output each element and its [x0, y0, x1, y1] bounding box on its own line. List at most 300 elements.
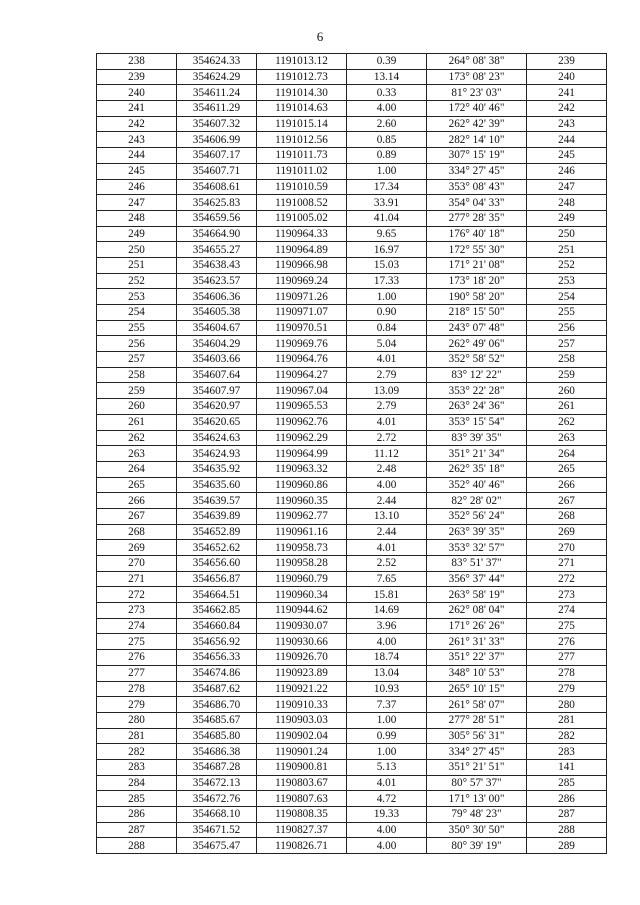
bearing-cell: 262° 42' 39": [427, 116, 527, 132]
point-to-cell: 240: [527, 69, 607, 85]
point-from-cell: 267: [97, 508, 177, 524]
distance-cell: 4.72: [347, 791, 427, 807]
table-row: [97, 336, 607, 352]
table-row: [97, 493, 607, 509]
distance-cell: 10.93: [347, 681, 427, 697]
point-from-cell: 259: [97, 383, 177, 399]
x-coordinate-cell: 354620.97: [177, 399, 257, 415]
distance-cell: 3.96: [347, 618, 427, 634]
point-to-cell: 262: [527, 414, 607, 430]
x-coordinate-cell: 354660.84: [177, 618, 257, 634]
y-coordinate-cell: 1190964.99: [257, 446, 347, 462]
point-to-cell: 270: [527, 540, 607, 556]
table-row: [97, 116, 607, 132]
table-row: [97, 352, 607, 368]
point-from-cell: 266: [97, 493, 177, 509]
point-from-cell: 276: [97, 650, 177, 666]
x-coordinate-cell: 354672.76: [177, 791, 257, 807]
y-coordinate-cell: 1190964.76: [257, 352, 347, 368]
distance-cell: 4.00: [347, 477, 427, 493]
point-to-cell: 241: [527, 85, 607, 101]
x-coordinate-cell: 354656.87: [177, 571, 257, 587]
distance-cell: 13.14: [347, 69, 427, 85]
point-from-cell: 254: [97, 305, 177, 321]
bearing-cell: 263° 24' 36": [427, 399, 527, 415]
y-coordinate-cell: 1190961.16: [257, 524, 347, 540]
point-to-cell: 252: [527, 257, 607, 273]
distance-cell: 4.01: [347, 540, 427, 556]
table-row: [97, 775, 607, 791]
x-coordinate-cell: 354638.43: [177, 257, 257, 273]
table-row: [97, 744, 607, 760]
table-row: [97, 446, 607, 462]
point-to-cell: 248: [527, 195, 607, 211]
bearing-cell: 353° 08' 43": [427, 179, 527, 195]
point-to-cell: 282: [527, 728, 607, 744]
distance-cell: 0.85: [347, 132, 427, 148]
y-coordinate-cell: 1191014.63: [257, 101, 347, 117]
bearing-cell: 261° 58' 07": [427, 697, 527, 713]
point-to-cell: 263: [527, 430, 607, 446]
table-row: [97, 69, 607, 85]
bearing-cell: 261° 31' 33": [427, 634, 527, 650]
y-coordinate-cell: 1191015.14: [257, 116, 347, 132]
y-coordinate-cell: 1190962.77: [257, 508, 347, 524]
point-to-cell: 288: [527, 822, 607, 838]
x-coordinate-cell: 354686.70: [177, 697, 257, 713]
point-to-cell: 285: [527, 775, 607, 791]
point-to-cell: 245: [527, 148, 607, 164]
point-to-cell: 253: [527, 273, 607, 289]
table-row: [97, 838, 607, 854]
distance-cell: 0.99: [347, 728, 427, 744]
point-from-cell: 286: [97, 807, 177, 823]
point-from-cell: 275: [97, 634, 177, 650]
point-to-cell: 273: [527, 587, 607, 603]
point-to-cell: 275: [527, 618, 607, 634]
point-from-cell: 262: [97, 430, 177, 446]
distance-cell: 15.81: [347, 587, 427, 603]
distance-cell: 2.44: [347, 524, 427, 540]
x-coordinate-cell: 354656.60: [177, 556, 257, 572]
table-row: [97, 430, 607, 446]
distance-cell: 15.03: [347, 257, 427, 273]
point-from-cell: 238: [97, 54, 177, 70]
bearing-cell: 172° 40' 46": [427, 101, 527, 117]
table-row: [97, 226, 607, 242]
table-row: [97, 540, 607, 556]
distance-cell: 2.79: [347, 367, 427, 383]
point-to-cell: 269: [527, 524, 607, 540]
distance-cell: 19.33: [347, 807, 427, 823]
distance-cell: 13.10: [347, 508, 427, 524]
x-coordinate-cell: 354611.29: [177, 101, 257, 117]
x-coordinate-cell: 354656.92: [177, 634, 257, 650]
table-row: [97, 508, 607, 524]
bearing-cell: 262° 49' 06": [427, 336, 527, 352]
distance-cell: 7.37: [347, 697, 427, 713]
bearing-cell: 277° 28' 51": [427, 712, 527, 728]
distance-cell: 4.01: [347, 775, 427, 791]
y-coordinate-cell: 1190962.76: [257, 414, 347, 430]
point-from-cell: 249: [97, 226, 177, 242]
y-coordinate-cell: 1191010.59: [257, 179, 347, 195]
point-from-cell: 243: [97, 132, 177, 148]
bearing-cell: 173° 08' 23": [427, 69, 527, 85]
y-coordinate-cell: 1190808.35: [257, 807, 347, 823]
point-to-cell: 274: [527, 603, 607, 619]
y-coordinate-cell: 1190964.33: [257, 226, 347, 242]
x-coordinate-cell: 354662.85: [177, 603, 257, 619]
point-from-cell: 241: [97, 101, 177, 117]
x-coordinate-cell: 354624.29: [177, 69, 257, 85]
point-from-cell: 268: [97, 524, 177, 540]
point-from-cell: 269: [97, 540, 177, 556]
y-coordinate-cell: 1190971.07: [257, 305, 347, 321]
y-coordinate-cell: 1191008.52: [257, 195, 347, 211]
point-from-cell: 264: [97, 461, 177, 477]
distance-cell: 1.00: [347, 163, 427, 179]
y-coordinate-cell: 1190964.89: [257, 242, 347, 258]
table-row: [97, 618, 607, 634]
y-coordinate-cell: 1190930.07: [257, 618, 347, 634]
point-to-cell: 258: [527, 352, 607, 368]
bearing-cell: 171° 21' 08": [427, 257, 527, 273]
point-to-cell: 280: [527, 697, 607, 713]
point-from-cell: 245: [97, 163, 177, 179]
distance-cell: 13.04: [347, 665, 427, 681]
x-coordinate-cell: 354603.66: [177, 352, 257, 368]
point-to-cell: 277: [527, 650, 607, 666]
bearing-cell: 173° 18' 20": [427, 273, 527, 289]
distance-cell: 16.97: [347, 242, 427, 258]
distance-cell: 9.65: [347, 226, 427, 242]
table-row: [97, 320, 607, 336]
x-coordinate-cell: 354624.33: [177, 54, 257, 70]
x-coordinate-cell: 354685.67: [177, 712, 257, 728]
point-to-cell: 242: [527, 101, 607, 117]
bearing-cell: 83° 12' 22": [427, 367, 527, 383]
point-to-cell: 276: [527, 634, 607, 650]
point-from-cell: 287: [97, 822, 177, 838]
distance-cell: 2.44: [347, 493, 427, 509]
point-from-cell: 288: [97, 838, 177, 854]
x-coordinate-cell: 354624.93: [177, 446, 257, 462]
distance-cell: 7.65: [347, 571, 427, 587]
point-to-cell: 256: [527, 320, 607, 336]
bearing-cell: 353° 15' 54": [427, 414, 527, 430]
point-to-cell: 278: [527, 665, 607, 681]
point-from-cell: 261: [97, 414, 177, 430]
distance-cell: 4.00: [347, 838, 427, 854]
y-coordinate-cell: 1191012.73: [257, 69, 347, 85]
distance-cell: 0.90: [347, 305, 427, 321]
point-to-cell: 250: [527, 226, 607, 242]
y-coordinate-cell: 1190826.71: [257, 838, 347, 854]
x-coordinate-cell: 354674.86: [177, 665, 257, 681]
y-coordinate-cell: 1190827.37: [257, 822, 347, 838]
y-coordinate-cell: 1190967.04: [257, 383, 347, 399]
point-from-cell: 239: [97, 69, 177, 85]
point-from-cell: 244: [97, 148, 177, 164]
table-row: [97, 697, 607, 713]
x-coordinate-cell: 354624.63: [177, 430, 257, 446]
table-row: [97, 681, 607, 697]
point-from-cell: 282: [97, 744, 177, 760]
y-coordinate-cell: 1190960.79: [257, 571, 347, 587]
point-to-cell: 261: [527, 399, 607, 415]
table-row: [97, 665, 607, 681]
bearing-cell: 171° 13' 00": [427, 791, 527, 807]
table-row: [97, 477, 607, 493]
bearing-cell: 262° 08' 04": [427, 603, 527, 619]
distance-cell: 1.00: [347, 289, 427, 305]
point-to-cell: 286: [527, 791, 607, 807]
bearing-cell: 351° 22' 37": [427, 650, 527, 666]
y-coordinate-cell: 1190969.76: [257, 336, 347, 352]
table-row: [97, 807, 607, 823]
bearing-cell: 307° 15' 19": [427, 148, 527, 164]
bearing-cell: 351° 21' 51": [427, 759, 527, 775]
table-row: [97, 242, 607, 258]
x-coordinate-cell: 354656.33: [177, 650, 257, 666]
x-coordinate-cell: 354652.62: [177, 540, 257, 556]
table-row: [97, 650, 607, 666]
bearing-cell: 352° 40' 46": [427, 477, 527, 493]
point-from-cell: 263: [97, 446, 177, 462]
y-coordinate-cell: 1190962.29: [257, 430, 347, 446]
table-row: [97, 179, 607, 195]
point-from-cell: 253: [97, 289, 177, 305]
point-from-cell: 248: [97, 210, 177, 226]
bearing-cell: 277° 28' 35": [427, 210, 527, 226]
distance-cell: 5.04: [347, 336, 427, 352]
x-coordinate-cell: 354675.47: [177, 838, 257, 854]
x-coordinate-cell: 354639.89: [177, 508, 257, 524]
distance-cell: 4.01: [347, 352, 427, 368]
x-coordinate-cell: 354635.60: [177, 477, 257, 493]
point-from-cell: 256: [97, 336, 177, 352]
bearing-cell: 264° 08' 38": [427, 54, 527, 70]
x-coordinate-cell: 354655.27: [177, 242, 257, 258]
y-coordinate-cell: 1190944.62: [257, 603, 347, 619]
distance-cell: 4.00: [347, 101, 427, 117]
bearing-cell: 352° 56' 24": [427, 508, 527, 524]
point-to-cell: 264: [527, 446, 607, 462]
distance-cell: 4.01: [347, 414, 427, 430]
table-row: [97, 791, 607, 807]
distance-cell: 4.00: [347, 634, 427, 650]
x-coordinate-cell: 354664.90: [177, 226, 257, 242]
bearing-cell: 334° 27' 45": [427, 163, 527, 179]
distance-cell: 11.12: [347, 446, 427, 462]
point-from-cell: 277: [97, 665, 177, 681]
bearing-cell: 82° 28' 02": [427, 493, 527, 509]
x-coordinate-cell: 354607.32: [177, 116, 257, 132]
table-row: [97, 289, 607, 305]
x-coordinate-cell: 354605.38: [177, 305, 257, 321]
table-row: [97, 195, 607, 211]
table-row: [97, 461, 607, 477]
x-coordinate-cell: 354607.17: [177, 148, 257, 164]
table-row: [97, 728, 607, 744]
point-from-cell: 284: [97, 775, 177, 791]
point-from-cell: 281: [97, 728, 177, 744]
point-from-cell: 280: [97, 712, 177, 728]
point-to-cell: 265: [527, 461, 607, 477]
table-row: [97, 603, 607, 619]
distance-cell: 17.33: [347, 273, 427, 289]
point-to-cell: 246: [527, 163, 607, 179]
x-coordinate-cell: 354604.67: [177, 320, 257, 336]
bearing-cell: 334° 27' 45": [427, 744, 527, 760]
table-row: [97, 712, 607, 728]
bearing-cell: 282° 14' 10": [427, 132, 527, 148]
point-to-cell: 239: [527, 54, 607, 70]
bearing-cell: 350° 30' 50": [427, 822, 527, 838]
point-to-cell: 247: [527, 179, 607, 195]
bearing-cell: 83° 39' 35": [427, 430, 527, 446]
table-row: [97, 305, 607, 321]
y-coordinate-cell: 1191011.02: [257, 163, 347, 179]
point-to-cell: 260: [527, 383, 607, 399]
y-coordinate-cell: 1190910.33: [257, 697, 347, 713]
point-to-cell: 279: [527, 681, 607, 697]
point-to-cell: 255: [527, 305, 607, 321]
point-from-cell: 252: [97, 273, 177, 289]
x-coordinate-cell: 354607.71: [177, 163, 257, 179]
y-coordinate-cell: 1191011.73: [257, 148, 347, 164]
x-coordinate-cell: 354652.89: [177, 524, 257, 540]
y-coordinate-cell: 1190902.04: [257, 728, 347, 744]
point-from-cell: 265: [97, 477, 177, 493]
x-coordinate-cell: 354623.57: [177, 273, 257, 289]
point-from-cell: 240: [97, 85, 177, 101]
distance-cell: 0.39: [347, 54, 427, 70]
point-from-cell: 279: [97, 697, 177, 713]
table-row: [97, 273, 607, 289]
bearing-cell: 263° 58' 19": [427, 587, 527, 603]
y-coordinate-cell: 1190903.03: [257, 712, 347, 728]
bearing-cell: 81° 23' 03": [427, 85, 527, 101]
y-coordinate-cell: 1190921.22: [257, 681, 347, 697]
point-from-cell: 271: [97, 571, 177, 587]
bearing-cell: 352° 58' 52": [427, 352, 527, 368]
bearing-cell: 190° 58' 20": [427, 289, 527, 305]
point-from-cell: 250: [97, 242, 177, 258]
table-row: [97, 587, 607, 603]
x-coordinate-cell: 354639.57: [177, 493, 257, 509]
coordinates-table: [96, 53, 607, 854]
x-coordinate-cell: 354635.92: [177, 461, 257, 477]
bearing-cell: 263° 39' 35": [427, 524, 527, 540]
distance-cell: 14.69: [347, 603, 427, 619]
y-coordinate-cell: 1190965.53: [257, 399, 347, 415]
point-to-cell: 244: [527, 132, 607, 148]
bearing-cell: 353° 22' 28": [427, 383, 527, 399]
x-coordinate-cell: 354687.28: [177, 759, 257, 775]
point-to-cell: 267: [527, 493, 607, 509]
point-to-cell: 283: [527, 744, 607, 760]
distance-cell: 0.89: [347, 148, 427, 164]
table-row: [97, 210, 607, 226]
point-to-cell: 243: [527, 116, 607, 132]
table-row: [97, 132, 607, 148]
point-from-cell: 251: [97, 257, 177, 273]
table-row: [97, 556, 607, 572]
x-coordinate-cell: 354687.62: [177, 681, 257, 697]
table-body: [97, 54, 607, 854]
table-row: [97, 54, 607, 70]
bearing-cell: 171° 26' 26": [427, 618, 527, 634]
distance-cell: 5.13: [347, 759, 427, 775]
distance-cell: 0.84: [347, 320, 427, 336]
distance-cell: 13.09: [347, 383, 427, 399]
point-from-cell: 283: [97, 759, 177, 775]
distance-cell: 2.48: [347, 461, 427, 477]
y-coordinate-cell: 1190926.70: [257, 650, 347, 666]
point-to-cell: 259: [527, 367, 607, 383]
x-coordinate-cell: 354659.56: [177, 210, 257, 226]
distance-cell: 41.04: [347, 210, 427, 226]
distance-cell: 18.74: [347, 650, 427, 666]
table-row: [97, 524, 607, 540]
y-coordinate-cell: 1190960.34: [257, 587, 347, 603]
point-from-cell: 260: [97, 399, 177, 415]
point-from-cell: 274: [97, 618, 177, 634]
point-from-cell: 247: [97, 195, 177, 211]
point-to-cell: 249: [527, 210, 607, 226]
x-coordinate-cell: 354671.52: [177, 822, 257, 838]
table-row: [97, 822, 607, 838]
y-coordinate-cell: 1191012.56: [257, 132, 347, 148]
bearing-cell: 79° 48' 23": [427, 807, 527, 823]
table-row: [97, 148, 607, 164]
point-to-cell: 141: [527, 759, 607, 775]
x-coordinate-cell: 354664.51: [177, 587, 257, 603]
distance-cell: 1.00: [347, 712, 427, 728]
y-coordinate-cell: 1190958.73: [257, 540, 347, 556]
y-coordinate-cell: 1190930.66: [257, 634, 347, 650]
table-row: [97, 759, 607, 775]
bearing-cell: 354° 04' 33": [427, 195, 527, 211]
y-coordinate-cell: 1190960.35: [257, 493, 347, 509]
table-row: [97, 101, 607, 117]
bearing-cell: 265° 10' 15": [427, 681, 527, 697]
y-coordinate-cell: 1190807.63: [257, 791, 347, 807]
x-coordinate-cell: 354608.61: [177, 179, 257, 195]
y-coordinate-cell: 1190969.24: [257, 273, 347, 289]
distance-cell: 4.00: [347, 822, 427, 838]
y-coordinate-cell: 1190971.26: [257, 289, 347, 305]
bearing-cell: 353° 32' 57": [427, 540, 527, 556]
point-from-cell: 255: [97, 320, 177, 336]
table-row: [97, 399, 607, 415]
table-row: [97, 571, 607, 587]
y-coordinate-cell: 1190960.86: [257, 477, 347, 493]
y-coordinate-cell: 1190900.81: [257, 759, 347, 775]
y-coordinate-cell: 1190963.32: [257, 461, 347, 477]
point-from-cell: 257: [97, 352, 177, 368]
point-to-cell: 272: [527, 571, 607, 587]
y-coordinate-cell: 1191005.02: [257, 210, 347, 226]
point-to-cell: 271: [527, 556, 607, 572]
x-coordinate-cell: 354685.80: [177, 728, 257, 744]
table-row: [97, 367, 607, 383]
distance-cell: 33.91: [347, 195, 427, 211]
x-coordinate-cell: 354607.97: [177, 383, 257, 399]
y-coordinate-cell: 1190803.67: [257, 775, 347, 791]
